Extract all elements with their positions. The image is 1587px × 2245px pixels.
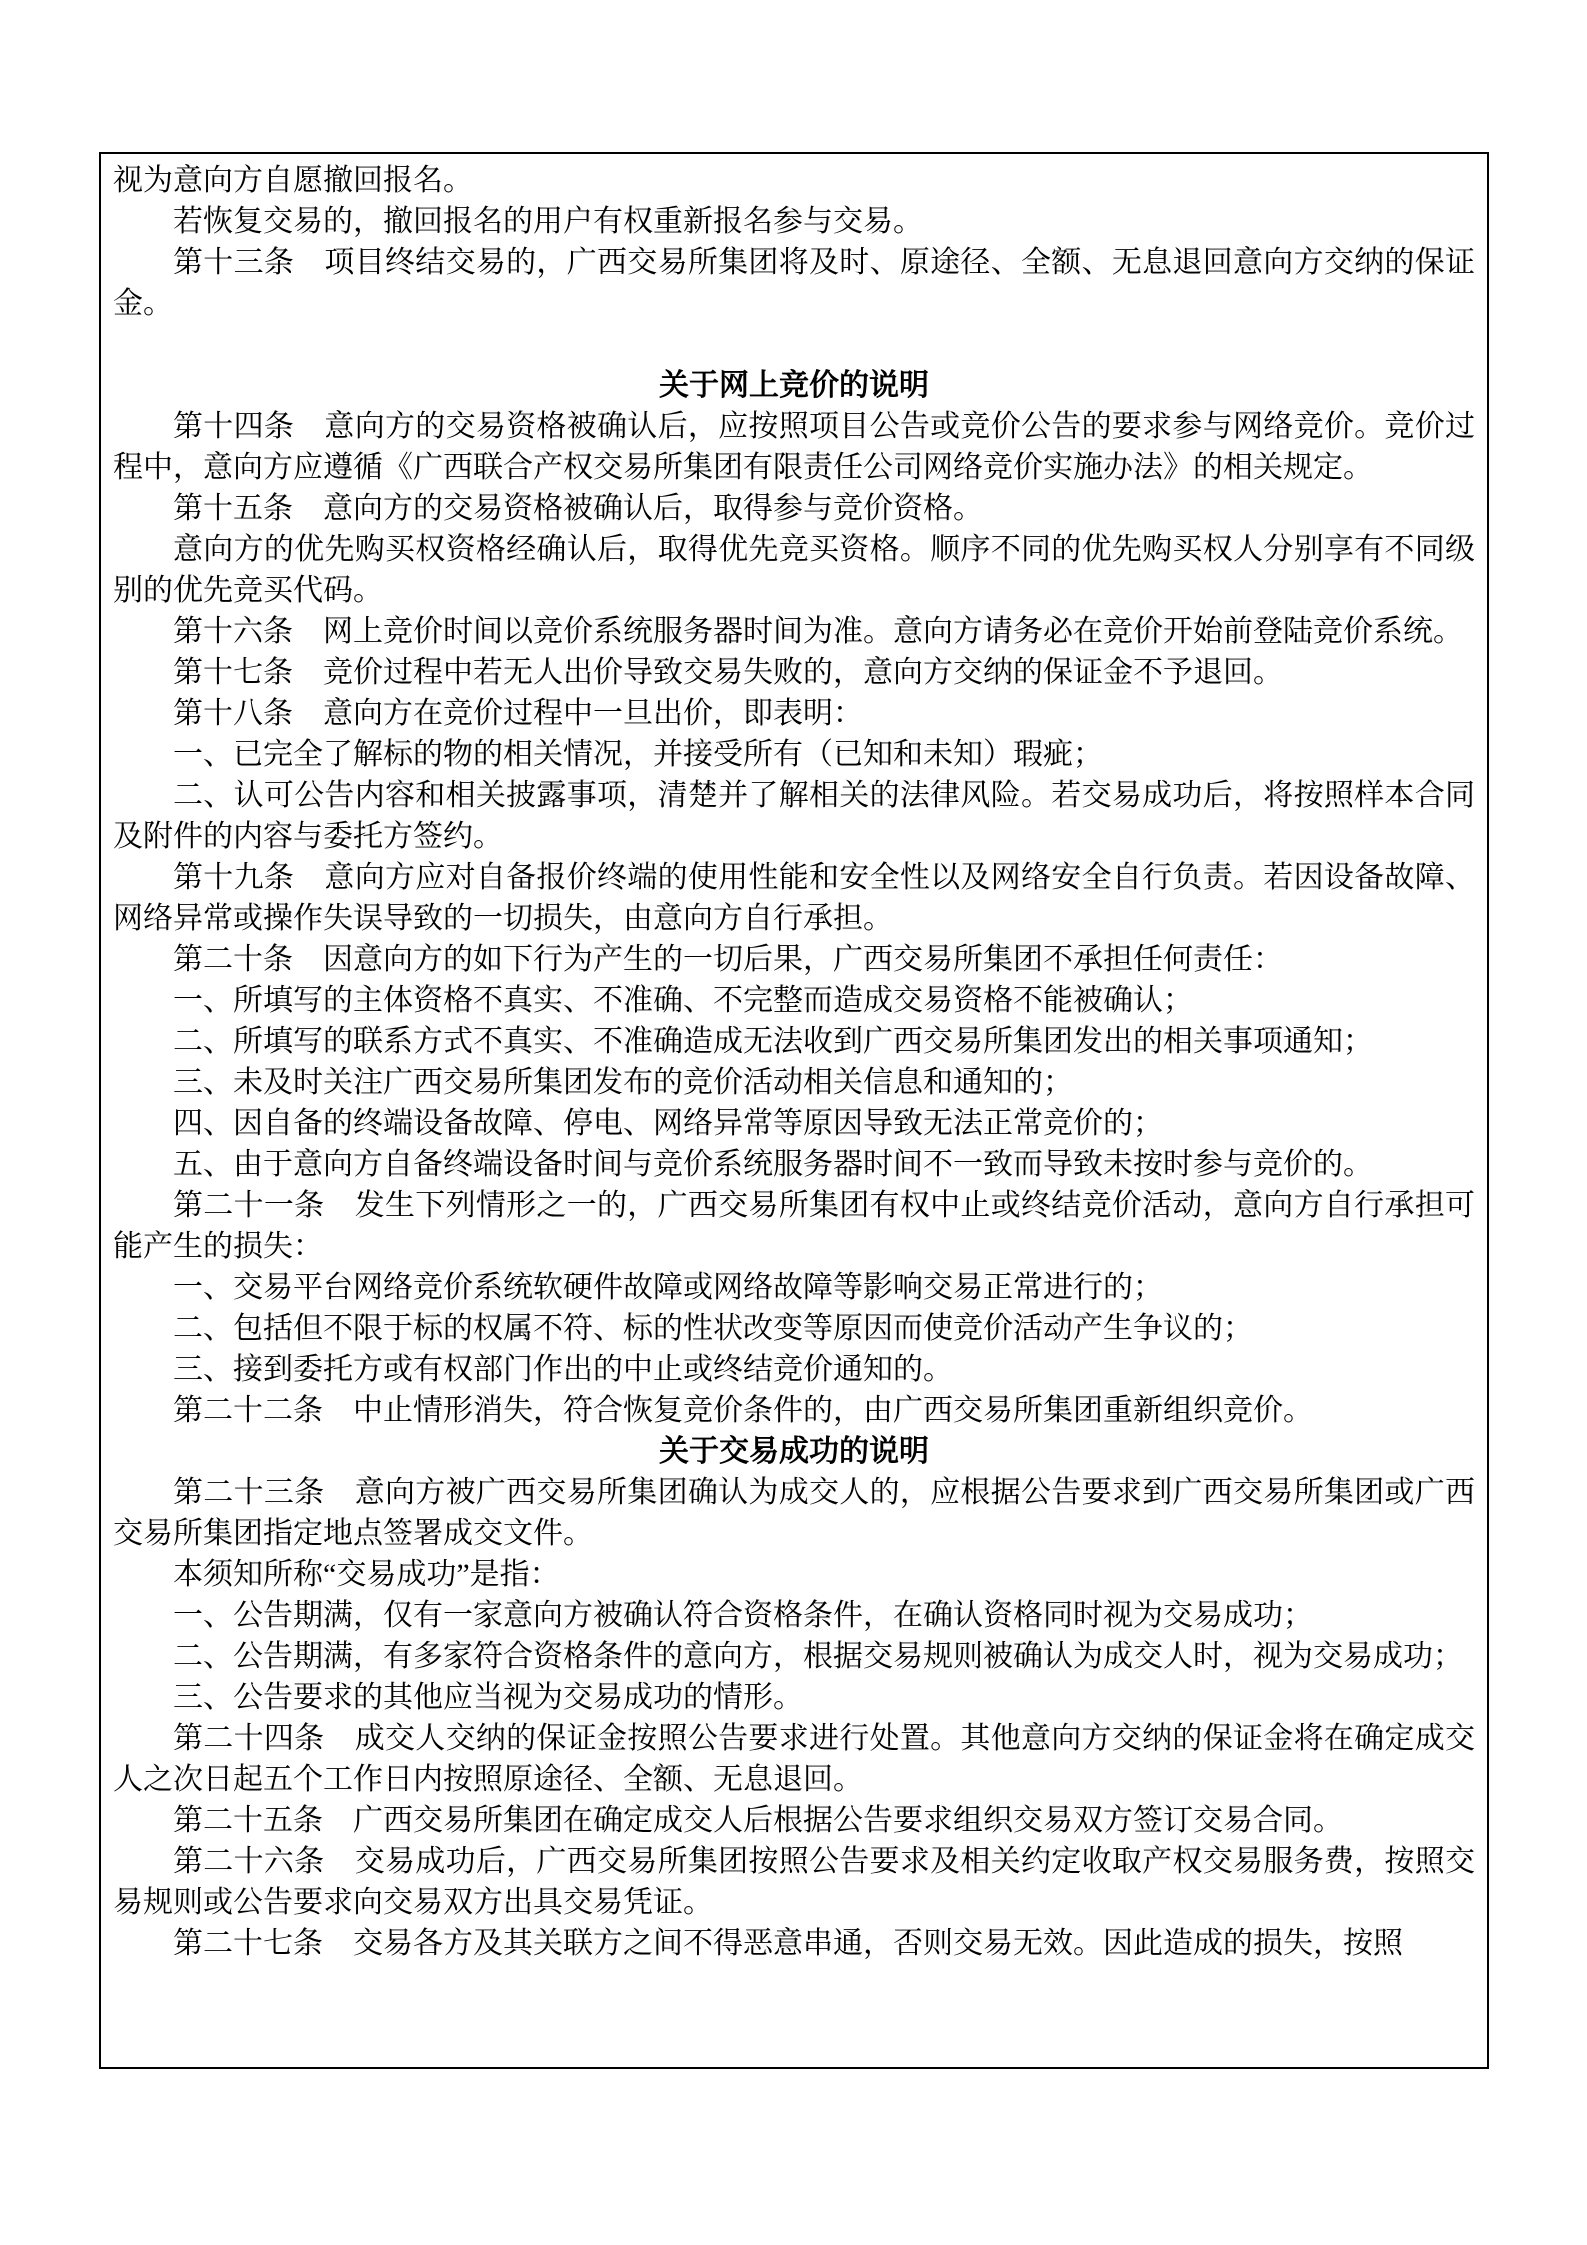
paragraph: 一、交易平台网络竞价系统软硬件故障或网络故障等影响交易正常进行的； [173,1271,1163,1304]
paragraph: 本须知所称“交易成功”是指： [173,1558,560,1591]
paragraph: 第十九条 意向方应对自备报价终端的使用性能和安全性以及网络安全自行负责。若因设备故障、网络异常或操作失误导致的一切损失，由意向方自行承担。 [113,861,1475,935]
paragraph: 三、公告要求的其他应当视为交易成功的情形。 [173,1681,803,1714]
paragraph: 第二十四条 成交人交纳的保证金按照公告要求进行处置。其他意向方交纳的保证金将在确定成交人之次日起五个工作日内按照原途径、全额、无息退回。 [113,1722,1475,1796]
section-heading: 关于交易成功的说明 [659,1435,929,1468]
paragraph: 四、因自备的终端设备故障、停电、网络异常等原因导致无法正常竞价的； [173,1107,1163,1140]
paragraph: 第二十三条 意向方被广西交易所集团确认为成交人的，应根据公告要求到广西交易所集团或广西交易所集团指定地点签署成交文件。 [113,1476,1475,1550]
paragraph: 二、所填写的联系方式不真实、不准确造成无法收到广西交易所集团发出的相关事项通知； [173,1025,1373,1058]
paragraph: 二、认可公告内容和相关披露事项，清楚并了解相关的法律风险。若交易成功后，将按照样本合同及附件的内容与委托方签约。 [113,779,1475,853]
paragraph: 二、公告期满，有多家符合资格条件的意向方，根据交易规则被确认为成交人时，视为交易成功； [173,1640,1463,1673]
paragraph: 三、未及时关注广西交易所集团发布的竞价活动相关信息和通知的； [173,1066,1073,1099]
paragraph: 二、包括但不限于标的权属不符、标的性状改变等原因而使竞价活动产生争议的； [173,1312,1253,1345]
paragraph: 第二十条 因意向方的如下行为产生的一切后果，广西交易所集团不承担任何责任： [173,943,1283,976]
paragraph: 五、由于意向方自备终端设备时间与竞价系统服务器时间不一致而导致未按时参与竞价的。 [173,1148,1373,1181]
paragraph: 第二十七条 交易各方及其关联方之间不得恶意串通，否则交易无效。因此造成的损失，按照 [173,1927,1403,1960]
section-heading: 关于网上竞价的说明 [659,369,929,402]
paragraph: 第十八条 意向方在竞价过程中一旦出价，即表明： [173,697,863,730]
paragraph: 第十三条 项目终结交易的，广西交易所集团将及时、原途径、全额、无息退回意向方交纳的保证金。 [113,246,1475,320]
paragraph: 意向方的优先购买权资格经确认后，取得优先竞买资格。顺序不同的优先购买权人分别享有不同级别的优先竞买代码。 [113,533,1475,607]
paragraph: 三、接到委托方或有权部门作出的中止或终结竞价通知的。 [173,1353,953,1386]
blank-line [113,324,1475,365]
paragraph: 一、公告期满，仅有一家意向方被确认符合资格条件，在确认资格同时视为交易成功； [173,1599,1313,1632]
paragraph: 一、所填写的主体资格不真实、不准确、不完整而造成交易资格不能被确认； [173,984,1193,1017]
paragraph: 若恢复交易的，撤回报名的用户有权重新报名参与交易。 [173,205,923,238]
paragraph: 第二十二条 中止情形消失，符合恢复竞价条件的，由广西交易所集团重新组织竞价。 [173,1394,1313,1427]
paragraph: 第十六条 网上竞价时间以竞价系统服务器时间为准。意向方请务必在竞价开始前登陆竞价系统。 [173,615,1463,648]
paragraph: 第十四条 意向方的交易资格被确认后，应按照项目公告或竞价公告的要求参与网络竞价。竞价过程中，意向方应遵循《广西联合产权交易所集团有限责任公司网络竞价实施办法》的相关规定。 [113,410,1475,484]
paragraph: 第十五条 意向方的交易资格被确认后，取得参与竞价资格。 [173,492,983,525]
paragraph: 第二十五条 广西交易所集团在确定成交人后根据公告要求组织交易双方签订交易合同。 [173,1804,1343,1837]
paragraph: 视为意向方自愿撤回报名。 [113,164,473,197]
paragraph: 一、已完全了解标的物的相关情况，并接受所有（已知和未知）瑕疵； [173,738,1103,771]
paragraph: 第十七条 竞价过程中若无人出价导致交易失败的，意向方交纳的保证金不予退回。 [173,656,1283,689]
paragraph: 第二十六条 交易成功后，广西交易所集团按照公告要求及相关约定收取产权交易服务费，按照交易规则或公告要求向交易双方出具交易凭证。 [113,1845,1475,1919]
paragraph: 第二十一条 发生下列情形之一的，广西交易所集团有权中止或终结竞价活动，意向方自行承担可能产生的损失： [113,1189,1475,1263]
document-box [99,152,1489,2069]
